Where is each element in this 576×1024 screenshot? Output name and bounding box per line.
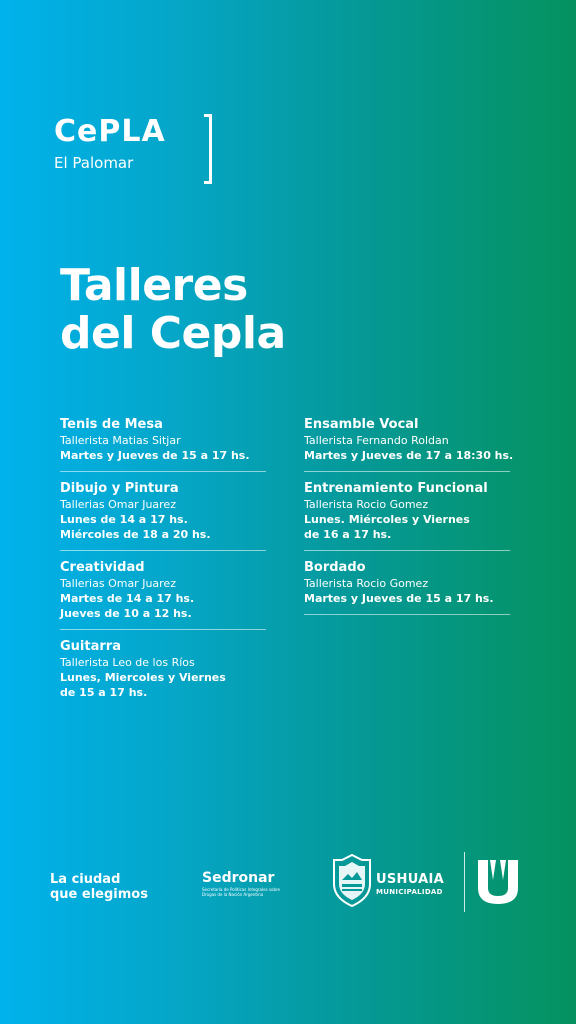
workshop-tutor: Tallerista Rocio Gomez bbox=[304, 498, 429, 511]
sedronar-subtitle: Secretaría de Políticas Integrales sobre Drogas de la Nación Argentina bbox=[202, 887, 281, 897]
logo-name: CePLA bbox=[54, 114, 166, 149]
workshop-tutor: Tallerias Omar Juarez bbox=[60, 577, 176, 590]
slogan bbox=[50, 872, 148, 902]
workshop-item bbox=[60, 414, 266, 472]
ushuaia-shield-icon bbox=[332, 854, 372, 908]
workshop-name: Guitarra bbox=[60, 639, 121, 654]
workshop-name: Ensamble Vocal bbox=[304, 417, 419, 432]
ushuaia-name: USHUAIA bbox=[376, 872, 445, 887]
workshop-schedule: de 16 a 17 hs. bbox=[304, 528, 392, 541]
logo-bracket bbox=[204, 114, 212, 184]
workshop-schedule: Miércoles de 18 a 20 hs. bbox=[60, 528, 211, 541]
workshop-name: Entrenamiento Funcional bbox=[304, 481, 488, 496]
ushuaia-u-logo-icon bbox=[476, 858, 520, 906]
workshop-item bbox=[304, 414, 514, 472]
workshop-schedule: Jueves de 10 a 12 hs. bbox=[60, 607, 192, 620]
workshop-schedule: Martes y Jueves de 17 a 18:30 hs. bbox=[304, 449, 514, 462]
workshop-name: Creatividad bbox=[60, 560, 145, 575]
workshop-item bbox=[304, 557, 510, 615]
ushuaia-logo bbox=[376, 872, 444, 897]
workshop-schedule: Martes de 14 a 17 hs. bbox=[60, 592, 195, 605]
workshop-name: Dibujo y Pintura bbox=[60, 481, 179, 496]
title-line-1: Talleres bbox=[60, 260, 248, 311]
slogan-line-1: La ciudad bbox=[50, 872, 121, 887]
workshop-item bbox=[60, 478, 266, 551]
workshop-schedule: Martes y Jueves de 15 a 17 hs. bbox=[60, 449, 250, 462]
workshop-name: Bordado bbox=[304, 560, 366, 575]
sedronar-name: Sedronar bbox=[202, 870, 275, 886]
workshop-schedule: Lunes, Miercoles y Viernes bbox=[60, 671, 226, 684]
workshops-left-column bbox=[60, 414, 266, 714]
page-title bbox=[60, 262, 286, 358]
title-line-2: del Cepla bbox=[60, 308, 286, 359]
footer bbox=[0, 850, 576, 920]
cepla-logo bbox=[54, 114, 164, 188]
workshop-tutor: Tallerista Matias Sitjar bbox=[60, 434, 181, 447]
workshop-name: Tenis de Mesa bbox=[60, 417, 163, 432]
workshop-schedule: Lunes. Miércoles y Viernes bbox=[304, 513, 470, 526]
workshop-schedule: Martes y Jueves de 15 a 17 hs. bbox=[304, 592, 494, 605]
workshop-item bbox=[60, 636, 266, 708]
workshop-item bbox=[60, 557, 266, 630]
workshop-tutor: Tallerias Omar Juarez bbox=[60, 498, 176, 511]
ushuaia-subtitle: MUNICIPALIDAD bbox=[376, 888, 443, 896]
workshop-tutor: Tallerista Fernando Roldan bbox=[304, 434, 449, 447]
logo-subtitle: El Palomar bbox=[54, 154, 134, 172]
workshop-schedule: Lunes de 14 a 17 hs. bbox=[60, 513, 188, 526]
workshops-right-column bbox=[304, 414, 514, 621]
sedronar-logo bbox=[202, 870, 292, 897]
workshop-tutor: Tallerista Leo de los Ríos bbox=[60, 656, 195, 669]
workshop-schedule: de 15 a 17 hs. bbox=[60, 686, 148, 699]
workshop-tutor: Tallerista Rocio Gomez bbox=[304, 577, 429, 590]
slogan-line-2: que elegimos bbox=[50, 887, 148, 902]
workshop-item bbox=[304, 478, 510, 551]
footer-divider bbox=[464, 852, 465, 912]
